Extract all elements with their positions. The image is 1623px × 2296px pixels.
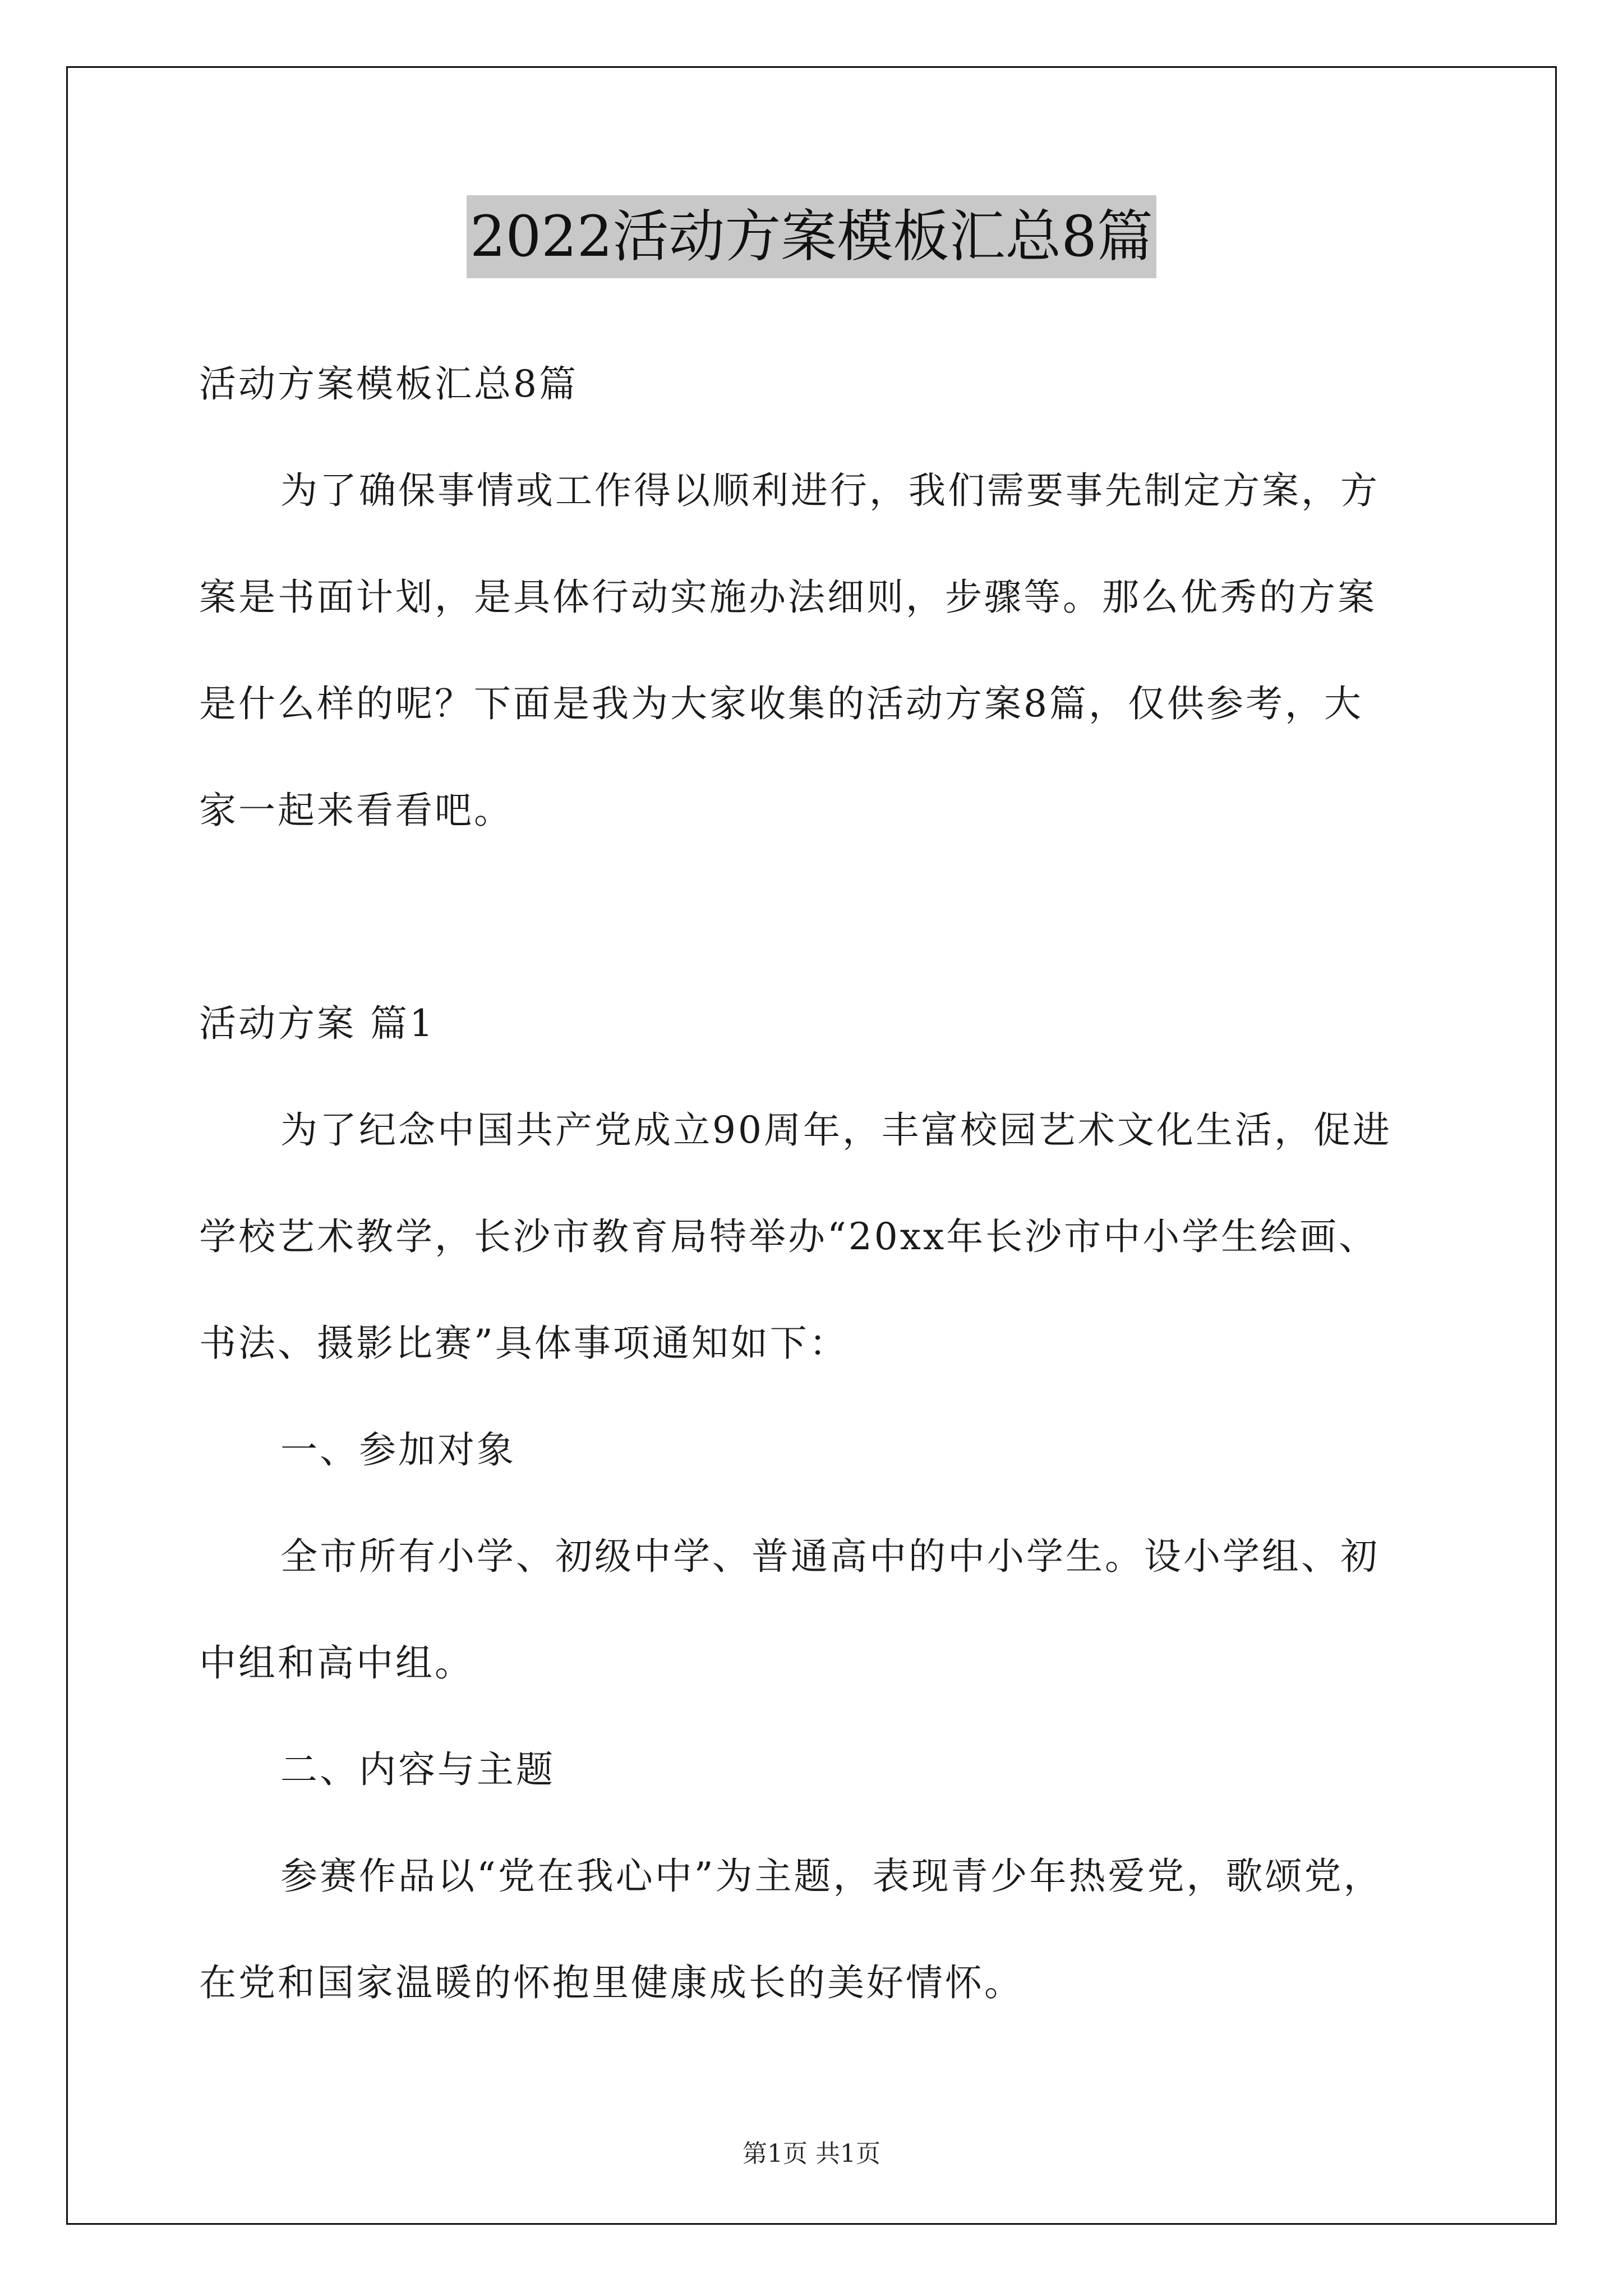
subheading-content-theme: 二、内容与主题 <box>280 1748 555 1791</box>
intro-line: 为了确保事情或工作得以顺利进行，我们需要事先制定方案，方 <box>280 469 1380 512</box>
document-body <box>199 331 1447 2036</box>
paragraph-line: 参赛作品以“党在我心中”为主题，表现青少年热爱党，歌颂党， <box>280 1855 1383 1898</box>
paragraph-line: 在党和国家温暖的怀抱里健康成长的美好情怀。 <box>199 1961 1023 2004</box>
intro-line: 家一起来看看吧。 <box>199 789 513 832</box>
paragraph-gap <box>199 864 1447 970</box>
paragraph-line: 书法、摄影比赛”具体事项通知如下： <box>199 1322 849 1365</box>
paragraph-line: 全市所有小学、初级中学、普通高中的中小学生。设小学组、初 <box>280 1535 1380 1578</box>
paragraph-line: 为了纪念中国共产党成立90周年，丰富校园艺术文化生活，促进 <box>280 1108 1392 1152</box>
title-container <box>0 195 1623 278</box>
paragraph-line: 中组和高中组。 <box>199 1641 474 1685</box>
page-footer: 第1页 共1页 <box>743 2139 880 2168</box>
document-subtitle: 活动方案模板汇总8篇 <box>199 362 578 406</box>
subheading-participants: 一、参加对象 <box>280 1428 516 1471</box>
paragraph-line: 学校艺术教学，长沙市教育局特举办“20xx年长沙市中小学生绘画、 <box>199 1215 1378 1258</box>
intro-line: 案是书面计划，是具体行动实施办法细则，步骤等。那么优秀的方案 <box>199 576 1377 619</box>
section-heading: 活动方案 篇1 <box>199 1002 435 1045</box>
document-title: 2022活动方案模板汇总8篇 <box>467 195 1156 278</box>
intro-line: 是什么样的呢？下面是我为大家收集的活动方案8篇，仅供参考，大 <box>199 682 1363 725</box>
